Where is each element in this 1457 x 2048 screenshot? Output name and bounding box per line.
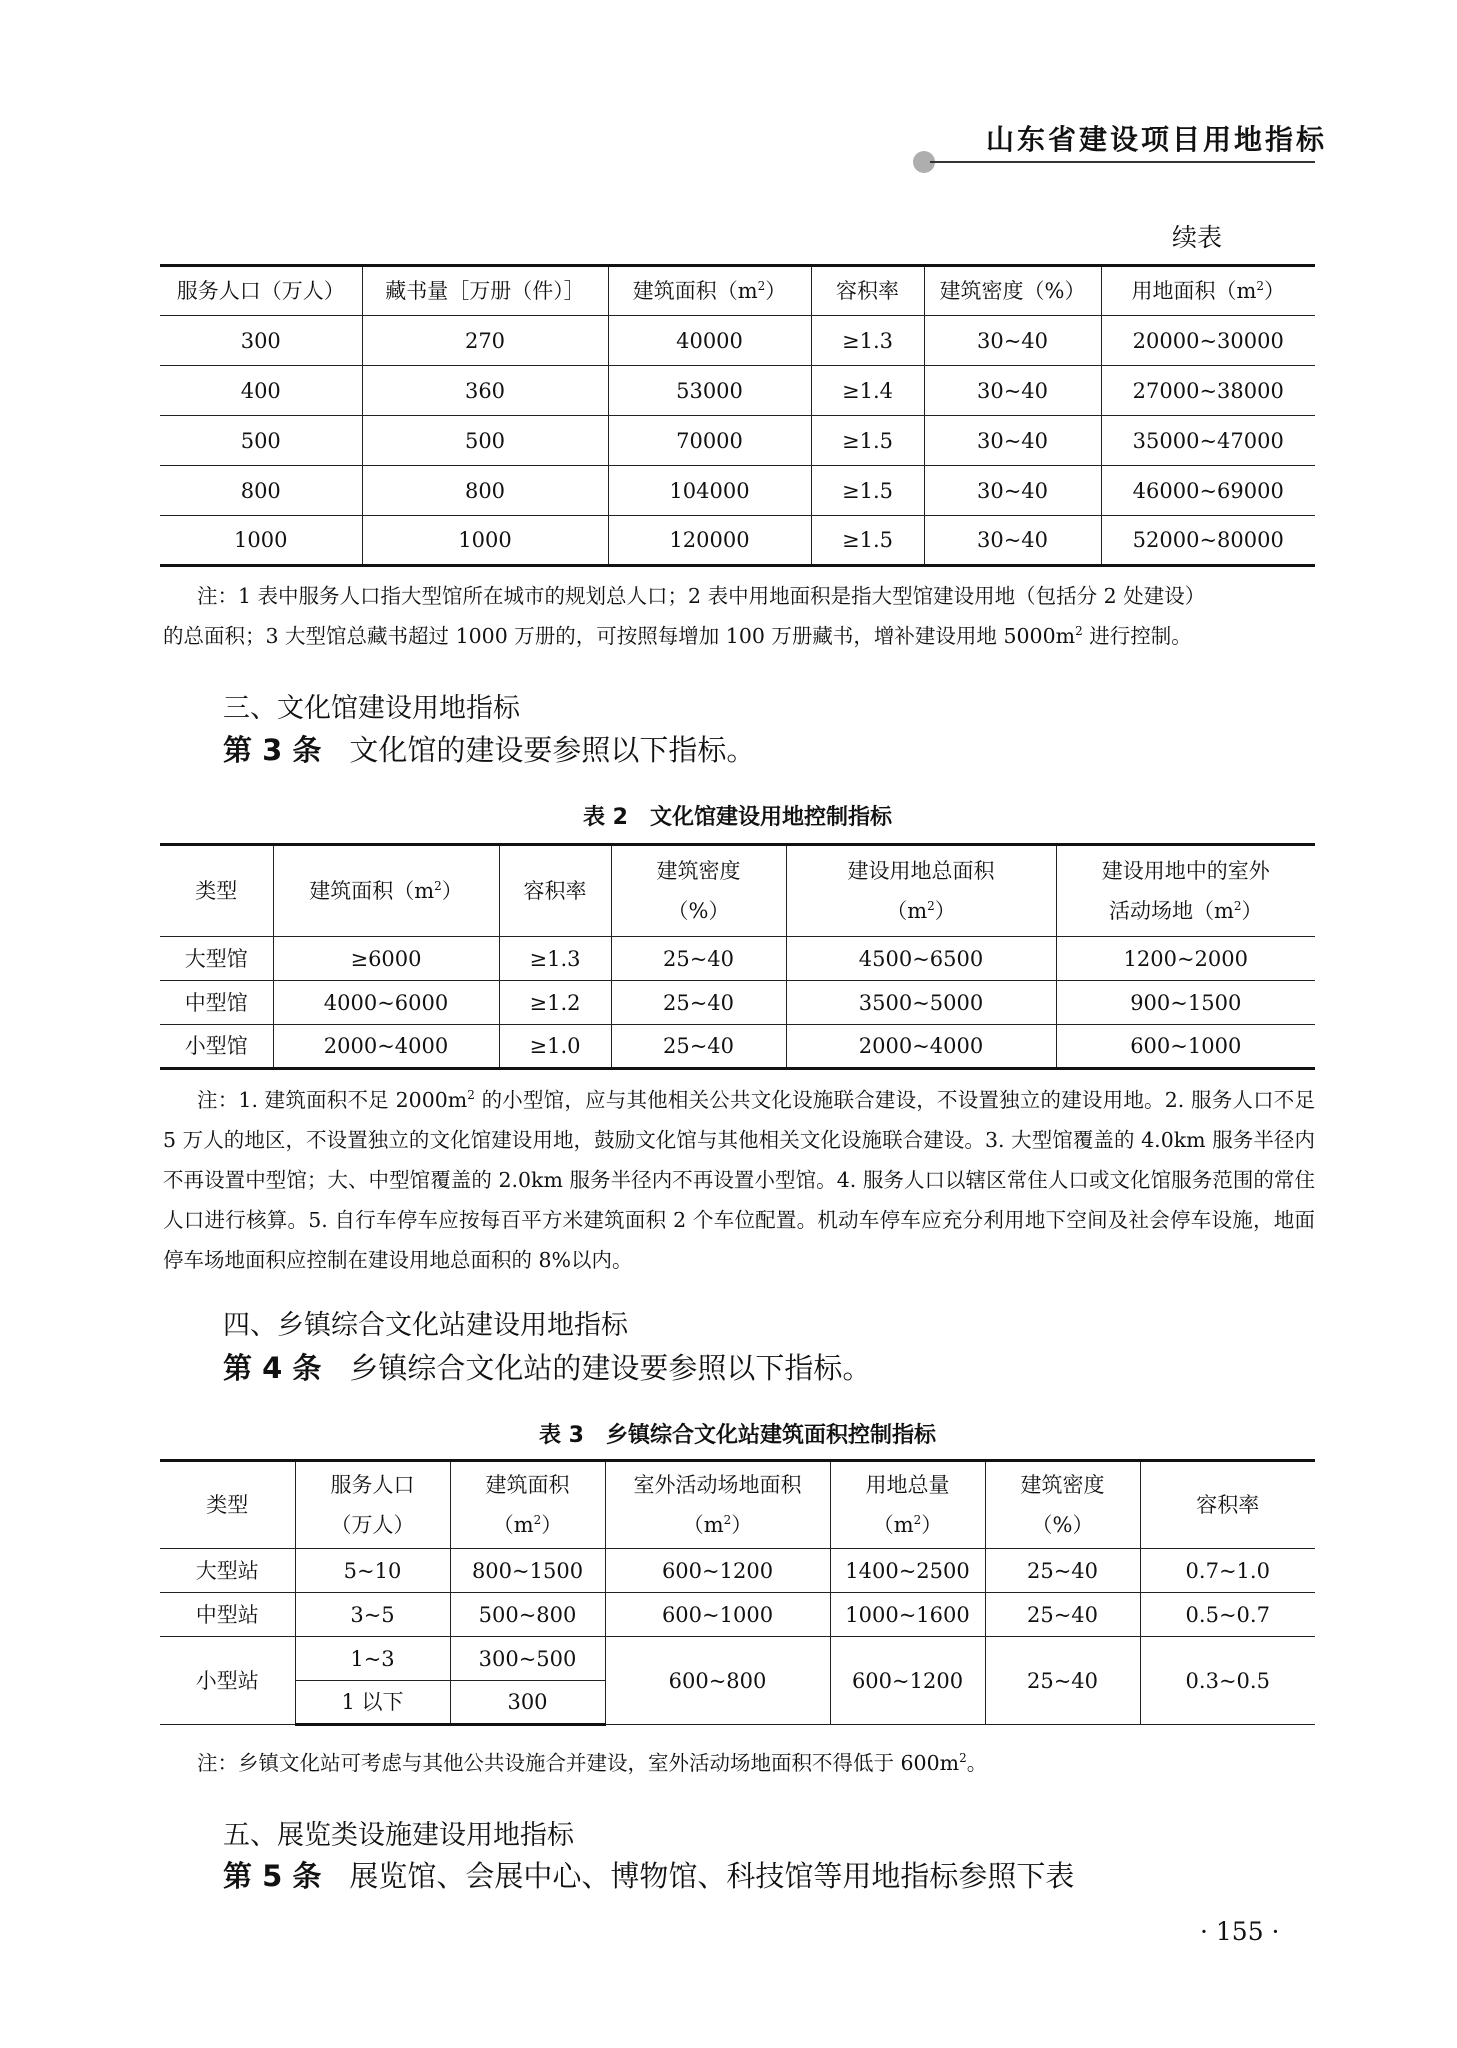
- table-row: [160, 937, 1315, 981]
- table-cell: 1000: [362, 516, 608, 566]
- table-cell: 500~800: [450, 1593, 605, 1637]
- table-cell: 30~40: [924, 516, 1101, 566]
- table-cell: 30~40: [924, 316, 1101, 366]
- table-cell: 500: [362, 416, 608, 466]
- table-cell: 30~40: [924, 366, 1101, 416]
- table-cell: 600~1000: [1056, 1025, 1315, 1069]
- table-cell: 5~10: [295, 1549, 450, 1593]
- table-cell: 25~40: [611, 981, 786, 1025]
- table-cell: 46000~69000: [1101, 466, 1315, 516]
- header-rule: [930, 161, 1315, 163]
- table-cell: 53000: [608, 366, 811, 416]
- section-heading: 四、乡镇综合文化站建设用地指标: [223, 1310, 628, 1341]
- article-paragraph: 第 5 条 展览馆、会展中心、博物馆、科技馆等用地指标参照下表: [223, 1859, 1075, 1893]
- table-cell: 600~1000: [605, 1593, 830, 1637]
- column-header: 建筑密度 （%）: [985, 1461, 1140, 1549]
- table-cell: 600~1200: [830, 1637, 985, 1725]
- table-cell: 20000~30000: [1101, 316, 1315, 366]
- table-cell: 1 以下: [295, 1681, 450, 1725]
- table-cell: 120000: [608, 516, 811, 566]
- table-cell: 900~1500: [1056, 981, 1315, 1025]
- table1-note: [163, 576, 1315, 656]
- table-row: [160, 516, 1315, 566]
- table-cell: 400: [160, 366, 362, 416]
- article-paragraph: 第 3 条 文化馆的建设要参照以下指标。: [223, 733, 756, 767]
- column-header: 用地总量 $(m^2)$: [830, 1461, 985, 1549]
- table-cell: 0.3~0.5: [1140, 1637, 1315, 1725]
- page-number: · 155 ·: [1200, 1917, 1280, 1946]
- table-cell: 大型馆: [160, 937, 273, 981]
- table-cell: 800: [160, 466, 362, 516]
- table-cell: 500: [160, 416, 362, 466]
- table-cell: ≥1.3: [499, 937, 611, 981]
- table-cell: 300~500: [450, 1637, 605, 1681]
- column-header: 藏书量［万册（件）］: [362, 266, 608, 316]
- table-row: [160, 1593, 1315, 1637]
- table-cell: 27000~38000: [1101, 366, 1315, 416]
- table-cell: 中型馆: [160, 981, 273, 1025]
- table-cell: 300: [450, 1681, 605, 1725]
- table-cell: 360: [362, 366, 608, 416]
- table-row: [160, 416, 1315, 466]
- table-cell: ≥1.5: [811, 516, 924, 566]
- table2-note: 注：1. 建筑面积不足 $2000m^2$ 的小型馆，应与其他相关公共文化设施联合建设，不设置独立的建设用地。2. 服务人口不足 5 万人的地区，不设置独立的文化馆建设用地，鼓励文化馆与其他相关文化设施联合建设。3. 大型馆覆盖的 4.0km 服务半径内不再设置中型馆；大、中型馆覆盖的 2.0km 服务半径内不再设置小型馆。4. 服务人口以辖区常住人口或文化馆服务范围的常住人口进行核算。5. 自行车停车应按每百平方米建筑面积 2 个车位配置。机动车停车应充分利用地下空间及社会停车设施，地面停车场地面积应控制在建设用地总面积的 8%以内。: [163, 1088, 1315, 1272]
- column-header: 容积率: [1140, 1461, 1315, 1549]
- table-row: [160, 1637, 1315, 1681]
- table-cell: 1000: [160, 516, 362, 566]
- column-header: 用地面积$(m^2)$: [1101, 266, 1315, 316]
- table-cell: 104000: [608, 466, 811, 516]
- table-cell: 1~3: [295, 1637, 450, 1681]
- column-header: 室外活动场地面积 $(m^2)$: [605, 1461, 830, 1549]
- column-header: 容积率: [811, 266, 924, 316]
- column-header: 建筑密度 （%）: [611, 845, 786, 937]
- library-land-table: [160, 264, 1315, 567]
- table-cell: 270: [362, 316, 608, 366]
- table1-note-line: 注：1 表中服务人口指大型馆所在城市的规划总人口；2 表中用地面积是指大型馆建设用地（包括分 2 处建设）: [197, 584, 1206, 608]
- table-row: [160, 1549, 1315, 1593]
- table-row: [160, 981, 1315, 1025]
- continued-label: 续表: [1172, 223, 1223, 252]
- table-row: [160, 316, 1315, 366]
- table-cell: 25~40: [611, 937, 786, 981]
- column-header: 建设用地总面积 $(m^2)$: [786, 845, 1056, 937]
- table-cell: ≥1.0: [499, 1025, 611, 1069]
- table-cell: 小型站: [160, 1637, 295, 1725]
- table-cell: 300: [160, 316, 362, 366]
- table-header-row: [160, 266, 1315, 316]
- table-header-row: [160, 845, 1315, 937]
- running-header-title: 山东省建设项目用地指标: [986, 123, 1328, 156]
- table-cell: 0.7~1.0: [1140, 1549, 1315, 1593]
- column-header: 类型: [160, 845, 273, 937]
- table-cell: 2000~4000: [786, 1025, 1056, 1069]
- column-header: 类型: [160, 1461, 295, 1549]
- table-cell: ≥1.2: [499, 981, 611, 1025]
- table-caption: 表 2 文化馆建设用地控制指标: [583, 805, 892, 830]
- column-header: 建筑密度（%）: [924, 266, 1101, 316]
- table-cell: 3~5: [295, 1593, 450, 1637]
- column-header: 容积率: [499, 845, 611, 937]
- table3-note: 注：乡镇文化站可考虑与其他公共设施合并建设，室外活动场地面积不得低于 $600m^2$。: [197, 1751, 988, 1775]
- table-cell: 0.5~0.7: [1140, 1593, 1315, 1637]
- table-cell: 1200~2000: [1056, 937, 1315, 981]
- table-cell: 3500~5000: [786, 981, 1056, 1025]
- table-cell: 70000: [608, 416, 811, 466]
- table-cell: 30~40: [924, 466, 1101, 516]
- table-cell: ≥6000: [273, 937, 499, 981]
- township-station-table: [160, 1459, 1315, 1726]
- table-cell: 25~40: [985, 1549, 1140, 1593]
- table-cell: 中型站: [160, 1593, 295, 1637]
- article-paragraph: 第 4 条 乡镇综合文化站的建设要参照以下指标。: [223, 1351, 872, 1385]
- table-cell: 35000~47000: [1101, 416, 1315, 466]
- table-cell: 25~40: [611, 1025, 786, 1069]
- table-cell: 800: [362, 466, 608, 516]
- table-cell: 2000~4000: [273, 1025, 499, 1069]
- column-header: 服务人口 （万人）: [295, 1461, 450, 1549]
- table-cell: 52000~80000: [1101, 516, 1315, 566]
- table-cell: 25~40: [985, 1637, 1140, 1725]
- table1-note-line: 的总面积；3 大型馆总藏书超过 1000 万册的，可按照每增加 100 万册藏书，增补建设用地 $5000m^2$ 进行控制。: [163, 624, 1192, 648]
- table-header-row: [160, 1461, 1315, 1549]
- table-cell: 30~40: [924, 416, 1101, 466]
- section-heading: 三、文化馆建设用地指标: [223, 693, 520, 724]
- cultural-center-table: [160, 843, 1315, 1070]
- table-cell: 4500~6500: [786, 937, 1056, 981]
- table-row: [160, 466, 1315, 516]
- table-row: [160, 366, 1315, 416]
- column-header: 服务人口（万人）: [160, 266, 362, 316]
- table-cell: 1000~1600: [830, 1593, 985, 1637]
- column-header: 建设用地中的室外 活动场地$(m^2)$: [1056, 845, 1315, 937]
- table-cell: 大型站: [160, 1549, 295, 1593]
- column-header: 建筑面积$(m^2)$: [273, 845, 499, 937]
- table-cell: 25~40: [985, 1593, 1140, 1637]
- table-cell: 40000: [608, 316, 811, 366]
- table-cell: 600~1200: [605, 1549, 830, 1593]
- table-cell: 800~1500: [450, 1549, 605, 1593]
- column-header: 建筑面积$(m^2)$: [608, 266, 811, 316]
- table-row: [160, 1025, 1315, 1069]
- table-cell: ≥1.5: [811, 416, 924, 466]
- table-cell: 小型馆: [160, 1025, 273, 1069]
- table-cell: 1400~2500: [830, 1549, 985, 1593]
- table-cell: ≥1.3: [811, 316, 924, 366]
- column-header: 建筑面积 $(m^2)$: [450, 1461, 605, 1549]
- table-cell: 600~800: [605, 1637, 830, 1725]
- table-cell: ≥1.5: [811, 466, 924, 516]
- section-heading: 五、展览类设施建设用地指标: [223, 1820, 574, 1851]
- table-cell: ≥1.4: [811, 366, 924, 416]
- table-caption: 表 3 乡镇综合文化站建筑面积控制指标: [539, 1423, 936, 1448]
- table-cell: 4000~6000: [273, 981, 499, 1025]
